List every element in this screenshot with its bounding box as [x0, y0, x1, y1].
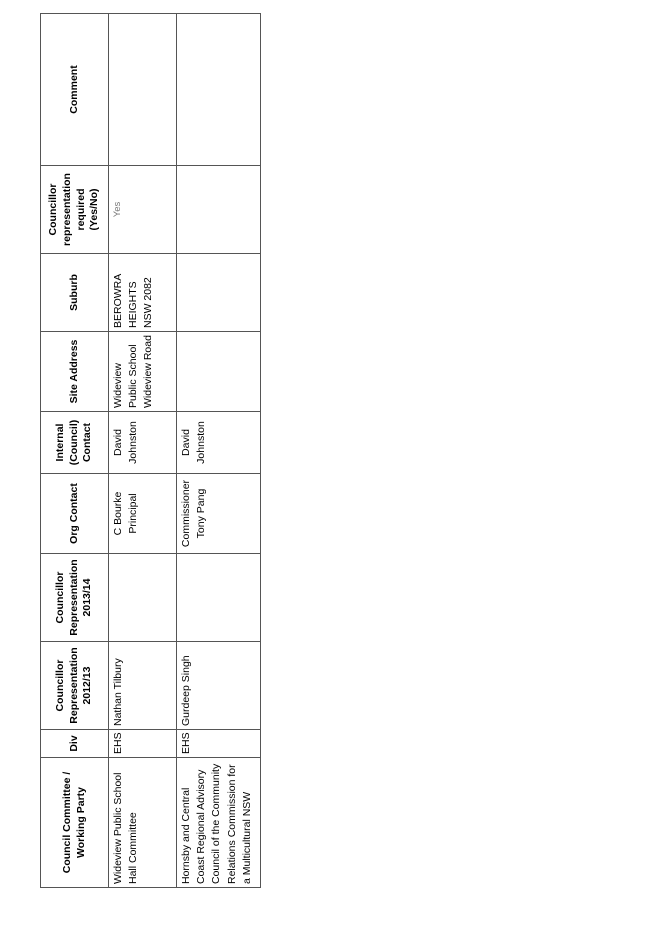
cell-rep-2013-14 — [109, 554, 177, 642]
cell-internal-contact: David Johnston — [177, 412, 261, 474]
cell-suburb: BEROWRA HEIGHTS NSW 2082 — [109, 254, 177, 332]
cell-rep-2013-14 — [177, 554, 261, 642]
header-div: Div — [41, 730, 109, 758]
cell-committee: Wideview Public School Hall Committee — [109, 758, 177, 888]
cell-div: EHS — [177, 730, 261, 758]
cell-suburb — [177, 254, 261, 332]
header-rep-2012-13: Councillor Representation 2012/13 — [41, 642, 109, 730]
cell-required — [177, 166, 261, 254]
cell-rep-2012-13: Nathan Tilbury — [109, 642, 177, 730]
cell-org-contact: Commissioner Tony Pang — [177, 474, 261, 554]
header-committee: Council Committee / Working Party — [41, 758, 109, 888]
cell-required: Yes — [109, 166, 177, 254]
table-row — [177, 14, 261, 888]
cell-site-address — [177, 332, 261, 412]
header-org-contact: Org Contact — [41, 474, 109, 554]
header-comment: Comment — [41, 14, 109, 166]
rotated-page — [40, 14, 260, 888]
header-row — [41, 14, 109, 888]
header-site-address: Site Address — [41, 332, 109, 412]
table-row — [109, 14, 177, 888]
cell-rep-2012-13: Gurdeep Singh — [177, 642, 261, 730]
cell-internal-contact: David Johnston — [109, 412, 177, 474]
cell-org-contact: C Bourke Principal — [109, 474, 177, 554]
cell-div: EHS — [109, 730, 177, 758]
cell-comment — [177, 14, 261, 166]
cell-site-address: Wideview Public School Wideview Road — [109, 332, 177, 412]
header-internal-contact: Internal (Council) Contact — [41, 412, 109, 474]
cell-comment — [109, 14, 177, 166]
committee-table — [40, 13, 261, 888]
cell-committee: Hornsby and Central Coast Regional Advisory Council of the Community Relations Commission for a Multicultural NSW — [177, 758, 261, 888]
header-required: Councillor representation required (Yes/No) — [41, 166, 109, 254]
header-rep-2013-14: Councillor Representation 2013/14 — [41, 554, 109, 642]
header-suburb: Suburb — [41, 254, 109, 332]
